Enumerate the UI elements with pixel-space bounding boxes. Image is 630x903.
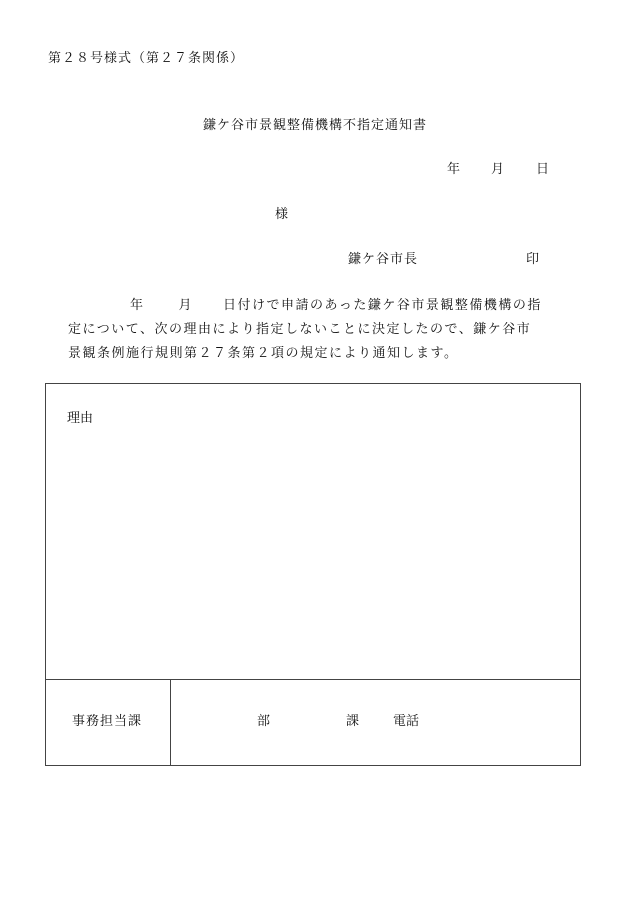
reason-label: 理由: [67, 411, 94, 426]
addressee-honorific: 様: [275, 207, 289, 222]
department-value-cell: [171, 680, 580, 765]
document-title: 鎌ケ谷市景観整備機構不指定通知書: [202, 118, 427, 133]
body-line-2: 定について、次の理由により指定しないことに決定したので、鎌ケ谷市: [68, 322, 532, 337]
issuer-name: 鎌ケ谷市長: [348, 252, 419, 267]
reason-cell: [46, 384, 580, 680]
department-phone-label: 電話: [393, 714, 420, 729]
date-day-label: 日: [536, 162, 550, 177]
form-number: 第２８号様式（第２７条関係）: [48, 51, 245, 66]
seal-mark: 印: [526, 252, 540, 267]
body-line-1: [68, 294, 568, 318]
department-ka-label: 課: [346, 714, 360, 729]
department-label: 事務担当課: [72, 714, 143, 729]
notice-table: [45, 383, 581, 766]
body-line-1-text: 日付けで申請のあった鎌ケ谷市景観整備機構の指: [223, 298, 542, 313]
department-bu-label: 部: [257, 714, 271, 729]
date-year-label: 年: [447, 162, 461, 177]
body-line-3: 景観条例施行規則第２７条第２項の規定により通知します。: [68, 346, 459, 361]
notice-body: [68, 294, 568, 366]
date-month-label: 月: [491, 162, 505, 177]
body-year-label: 年: [130, 298, 145, 313]
department-label-cell: [46, 680, 171, 765]
body-month-label: 月: [178, 298, 194, 313]
